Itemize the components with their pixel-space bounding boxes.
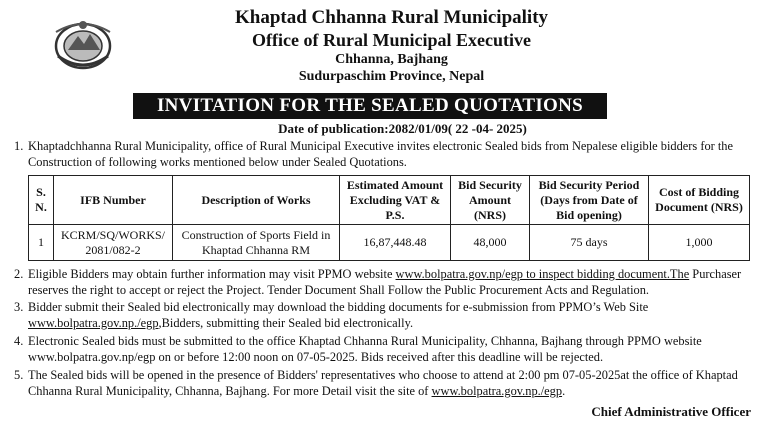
signature: Chief Administrative Officer [591, 404, 751, 419]
text-segment: Purchaser reserves the right to accept or reject the Project. Tender Document Shall Follow the Public Procurement Acts and Regulation. [28, 267, 742, 297]
paragraph-number: 5. [14, 368, 24, 382]
paragraph-number: 3. [14, 300, 24, 314]
notice-banner: INVITATION FOR THE SEALED QUOTATIONS [133, 93, 607, 119]
header-ifb: IFB Number [54, 176, 173, 225]
ppmo-link[interactable]: www.bolpatra.gov.np/egp to inspect bidding document.The [395, 267, 690, 281]
text-segment: . [562, 384, 566, 398]
paragraph-2 [14, 266, 754, 298]
paragraph-text [28, 266, 754, 298]
paragraph-text: Khaptadchhanna Rural Municipality, office of Rural Municipal Executive invites electronic Sealed bids from Nepalese eligible bidders for the Construction of following works mentioned below under Sealed Quotations. [28, 139, 734, 169]
paragraph-3 [14, 299, 754, 331]
paragraph-number: 1. [14, 139, 24, 153]
header-cost: Cost of Bidding Document (NRS) [649, 176, 750, 225]
cell-cost: 1,000 [649, 225, 750, 261]
header-description: Description of Works [173, 176, 340, 225]
cell-sn: 1 [29, 225, 54, 261]
cell-ifb: KCRM/SQ/WORKS/ 2081/082-2 [54, 225, 173, 261]
header [0, 6, 765, 85]
header-period: Bid Security Period (Days from Date of Bid opening) [530, 176, 649, 225]
works-table [28, 175, 750, 261]
cell-period: 75 days [530, 225, 649, 261]
office-title: Office of Rural Municipal Executive [252, 30, 531, 50]
paragraph-number: 2. [14, 267, 24, 281]
text-segment: The Sealed bids will be opened in the presence of Bidders' representatives who choose to attend at 2:00 pm 07-05-2025at the office of Khaptad Chhanna Rural Municipality, Chhanna, Bajhang. For more Detail visit the site of [28, 368, 738, 398]
table-header-row [29, 176, 750, 225]
address-line-1: Chhanna, Bajhang [335, 52, 448, 67]
text-segment: ,Bidders, submitting their Sealed bid electronically. [158, 316, 414, 330]
cell-security: 48,000 [451, 225, 530, 261]
paragraph-5 [14, 367, 754, 399]
publication-date: Date of publication:2082/01/09( 22 -04- 2025) [278, 121, 527, 136]
paragraph-4 [14, 333, 754, 365]
paragraph-number: 4. [14, 334, 24, 348]
table-row [29, 225, 750, 261]
cell-amount: 16,87,448.48 [340, 225, 451, 261]
address-line-2: Sudurpaschim Province, Nepal [298, 69, 485, 84]
paragraph-text [28, 299, 754, 331]
text-segment: Eligible Bidders may obtain further information may visit PPMO website [28, 267, 396, 281]
text-segment: Bidder submit their Sealed bid electronically may download the bidding documents for e-submission from PPMO’s Web Site [28, 300, 649, 314]
municipality-title: Khaptad Chhanna Rural Municipality [234, 7, 549, 28]
ppmo-link[interactable]: www.bolpatra.gov.np./egp [28, 316, 159, 330]
ppmo-link[interactable]: www.bolpatra.gov.np./egp [431, 384, 563, 398]
cell-description: Construction of Sports Field in Khaptad Chhanna RM [173, 225, 340, 261]
paragraph-1 [14, 138, 754, 170]
header-sn: S. N. [29, 176, 54, 225]
paragraph-text [28, 367, 754, 399]
header-security: Bid Security Amount (NRS) [451, 176, 530, 225]
paragraph-text: Electronic Sealed bids must be submitted to the office Khaptad Chhanna Rural Municipality, Chhanna, Bajhang through PPMO website www.bolpatra.gov.np/egp on or before 12:00 noon on 07-05-2025. Bids received after this deadline will be rejected. [28, 334, 702, 364]
header-amount: Estimated Amount Excluding VAT & P.S. [340, 176, 451, 225]
